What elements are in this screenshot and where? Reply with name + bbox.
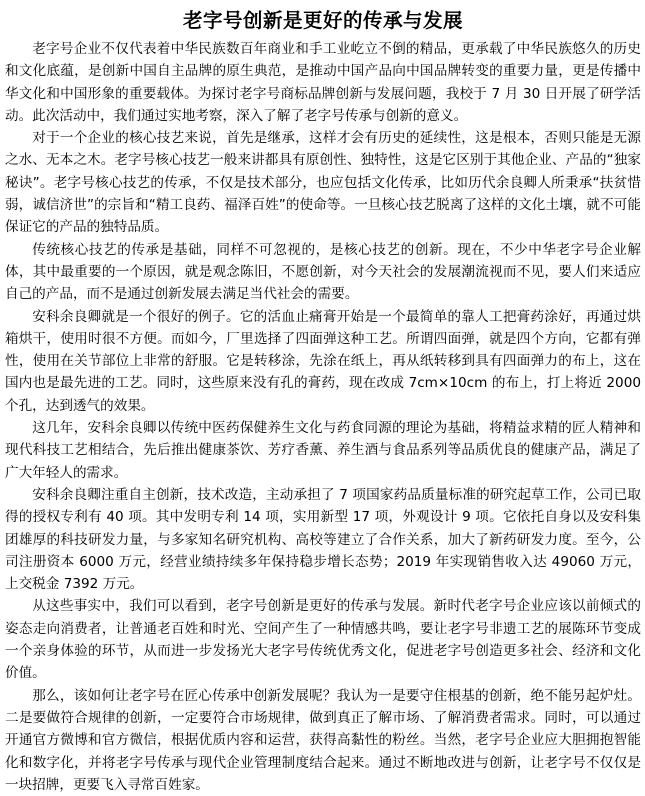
paragraph-6: 安科余良卿注重自主创新，技术改造，主动承担了 7 项国家药品质量标准的研究起草工作，公司已取得的授权专利有 40 项。其中发明专利 14 项，实用新型 17 项，外观设计 9 项。它依托自身以及安科集团雄厚的科技研发力量，与多家知名研究机构、高校等建立了合作关系，加大了新药研发力度。至今，公司注册资本 6000 万元，经营业绩持续多年保持稳步增长态势；2019 年实现销售收入达 49060 万元，上交税金 7392 万元。 xyxy=(5,486,641,593)
paragraph-5: 这几年，安科余良卿以传统中医药保健养生文化与药食同源的理论为基础，将精益求精的匠人精神和现代科技工艺相结合，先后推出健康茶饮、芳疗香薰、养生酒与食品系列等品质优良的健康产品，满足了广大年轻人的需求。 xyxy=(5,420,641,481)
article-title: 老字号创新是更好的传承与发展 xyxy=(182,9,463,32)
paragraph-8: 那么，该如何让老字号在匠心传承中创新发展呢？我认为一是要守住根基的创新，绝不能另起炉灶。二是要做符合规律的创新，一定要符合市场规律，做到真正了解市场、了解消费者需求。同时，可以通过开通官方微博和官方微信，根据优质内容和运营，获得高黏性的粉丝。当然，老字号企业应大胆拥抱智能化和数字化，并将老字号传承与现代企业管理制度结合起来。通过不断地改进与创新，让老字号不仅仅是一块招牌，更要飞入寻常百姓家。 xyxy=(5,687,641,793)
paragraph-4: 安科余良卿就是一个很好的例子。它的活血止痛膏开始是一个最简单的靠人工把膏药涂好，再通过烘箱烘干，使用时很不方便。而如今，厂里选择了四面弹这种工艺。所谓四面弹，就是四个方向，它都有弹性，使用在关节部位上非常的舒服。它是转移涂，先涂在纸上，再从纸转移到具有四面弹力的布上，这在国内也是最先进的工艺。同时，这些原来没有孔的膏药，现在改成 7cm×10cm 的布上，打上将近 2000 个孔，达到透气的效果。 xyxy=(5,308,641,414)
paragraph-7: 从这些事实中，我们可以看到，老字号创新是更好的传承与发展。新时代老字号企业应该以前倾式的姿态走向消费者，让普通老百姓和时光、空间产生了一种情感共鸣，要让老字号非遗工艺的展陈环节变成一个亲身体验的环节，从而进一步发扬光大老字号传统优秀文化，促进老字号创造更多社会、经济和文化价值。 xyxy=(5,598,641,682)
paragraph-3: 传统核心技艺的传承是基础，同样不可忽视的，是核心技艺的创新。现在，不少中华老字号企业解体，其中最重要的一个原因，就是观念陈旧，不愿创新，对今天社会的发展潮流视而不见，要人们来适应自己的产品，而不是通过创新发展去满足当代社会的需要。 xyxy=(5,241,641,303)
paragraph-1: 老字号企业不仅代表着中华民族数百年商业和手工业屹立不倒的精品，更承载了中华民族悠久的历史和文化底蕴，是创新中国自主品牌的原生典范，是推动中国产品向中国品牌转变的重要力量，更是传播中华文化和中国形象的重要载体。为探讨老字号商标品牌创新与发展问题，我校于 7 月 30 日开展了研学活动。此次活动中，我们通过实地考察，深入了解了老字号传承与创新的意义。 xyxy=(5,41,641,124)
paragraph-2: 对于一个企业的核心技艺来说，首先是继承，这样才会有历史的延续性，这是根本，否则只能是无源之水、无本之木。老字号核心技艺一般来讲都具有原创性、独特性，这是它区别于其他企业、产品的“独家秘诀”。老字号核心技艺的传承，不仅是技术部分，也应包括文化传承，比如历代余良卿人所秉承“扶贫惜弱，诚信济世”的宗旨和“精工良药、福泽百姓”的使命等。一旦核心技艺脱离了这样的文化土壤，就不可能保证它的产品的独特品质。 xyxy=(5,130,641,236)
